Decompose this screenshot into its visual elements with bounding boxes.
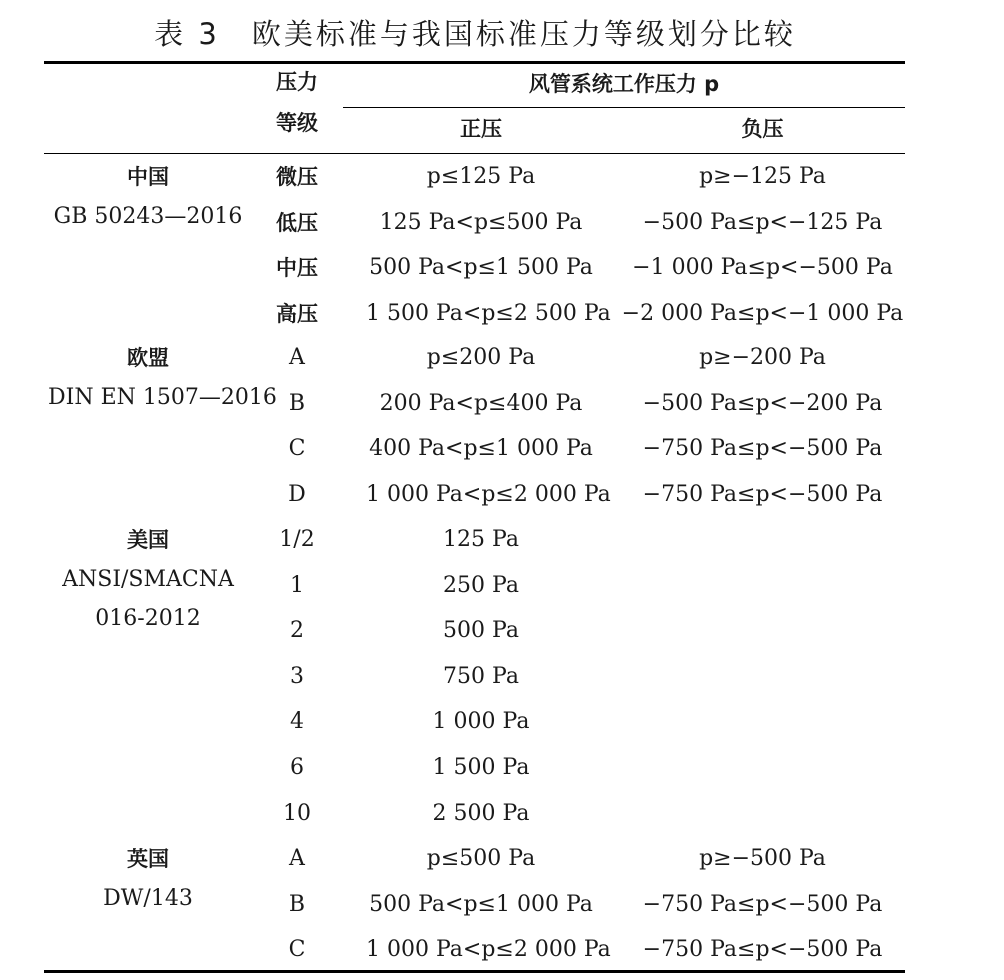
pressure-level: 6 (290, 755, 304, 780)
negative-pressure-range: −500 Pa≤p<−200 Pa (642, 390, 883, 416)
pressure-level: 1/2 (279, 527, 315, 552)
negative-pressure-range: −750 Pa≤p<−500 Pa (642, 481, 883, 507)
region-name: 欧盟 (127, 346, 169, 370)
negative-pressure-range: −2 000 Pa≤p<−1 000 Pa (621, 300, 904, 326)
positive-pressure-range: 1 500 Pa (432, 755, 530, 780)
pressure-level: B (288, 891, 306, 917)
positive-pressure-range: 500 Pa<p≤1 500 Pa (369, 255, 593, 281)
pressure-level: C (288, 436, 306, 462)
standard-code: ANSI/SMACNA (62, 567, 234, 592)
positive-pressure-range: 1 000 Pa<p≤2 000 Pa (366, 481, 611, 507)
positive-pressure-range: 125 Pa<p≤500 Pa (379, 209, 583, 235)
negative-pressure-range: −500 Pa≤p<−125 Pa (642, 209, 883, 235)
negative-pressure-range (620, 614, 905, 648)
pressure-level: C (288, 937, 306, 963)
positive-pressure-range: p≤125 Pa (426, 164, 536, 189)
positive-pressure-range: 500 Pa<p≤1 000 Pa (369, 891, 593, 917)
pressure-group-header: 风管系统工作压力 p (528, 72, 720, 96)
negative-pressure-range (620, 523, 905, 557)
pressure-level: D (288, 481, 306, 507)
pressure-level: A (289, 345, 305, 370)
header-group-rule (343, 107, 905, 108)
pressure-level: A (289, 846, 305, 871)
negative-pressure-range: −750 Pa≤p<−500 Pa (642, 891, 883, 917)
positive-header: 正压 (460, 117, 502, 141)
negative-pressure-range (620, 797, 905, 831)
positive-pressure-range: 1 000 Pa<p≤2 000 Pa (366, 937, 611, 963)
region-name: 英国 (127, 847, 169, 871)
pressure-level: 微压 (276, 165, 318, 189)
negative-pressure-range (620, 660, 905, 694)
pressure-level: 4 (290, 709, 304, 735)
pressure-level: 低压 (276, 210, 318, 235)
negative-pressure-range: p≥−125 Pa (699, 164, 826, 189)
negative-pressure-range (620, 569, 905, 603)
positive-pressure-range: 125 Pa (443, 527, 519, 552)
negative-header: 负压 (741, 117, 784, 141)
positive-pressure-range: 750 Pa (443, 663, 519, 689)
negative-pressure-range (620, 751, 905, 785)
pressure-level: 2 (290, 618, 304, 644)
standard-code: DIN EN 1507—2016 (48, 385, 277, 410)
top-rule (44, 61, 905, 64)
negative-pressure-range (620, 705, 905, 739)
table-title: 表 3 欧美标准与我国标准压力等级划分比较 (154, 17, 796, 51)
positive-pressure-range: 250 Pa (443, 572, 519, 598)
standard-code: 016-2012 (95, 606, 201, 631)
pressure-level: 1 (290, 572, 304, 598)
pressure-level: B (288, 390, 306, 416)
header-bottom-rule (44, 153, 905, 154)
positive-pressure-range: 200 Pa<p≤400 Pa (379, 390, 583, 416)
pressure-level: 10 (283, 800, 311, 826)
pressure-level: 高压 (276, 301, 318, 326)
region-name: 美国 (127, 528, 169, 552)
positive-pressure-range: 1 500 Pa<p≤2 500 Pa (366, 300, 611, 326)
bottom-rule (44, 970, 905, 973)
negative-pressure-range: −1 000 Pa≤p<−500 Pa (632, 255, 893, 281)
positive-pressure-range: 400 Pa<p≤1 000 Pa (369, 436, 593, 462)
negative-pressure-range: −750 Pa≤p<−500 Pa (642, 436, 883, 462)
positive-pressure-range: 1 000 Pa (432, 709, 530, 735)
positive-pressure-range: p≤500 Pa (426, 846, 536, 871)
negative-pressure-range: −750 Pa≤p<−500 Pa (642, 937, 883, 963)
positive-pressure-range: p≤200 Pa (426, 345, 536, 370)
negative-pressure-range: p≥−200 Pa (699, 345, 826, 370)
standard-code: DW/143 (103, 886, 193, 911)
standard-code: GB 50243—2016 (53, 204, 243, 229)
level-header-line2: 等级 (276, 111, 318, 135)
positive-pressure-range: 500 Pa (443, 618, 519, 644)
region-name: 中国 (127, 165, 169, 189)
level-header-line1: 压力 (276, 70, 318, 94)
positive-pressure-range: 2 500 Pa (432, 800, 530, 826)
pressure-level: 3 (290, 663, 304, 689)
negative-pressure-range: p≥−500 Pa (699, 846, 826, 871)
pressure-level: 中压 (276, 256, 318, 281)
